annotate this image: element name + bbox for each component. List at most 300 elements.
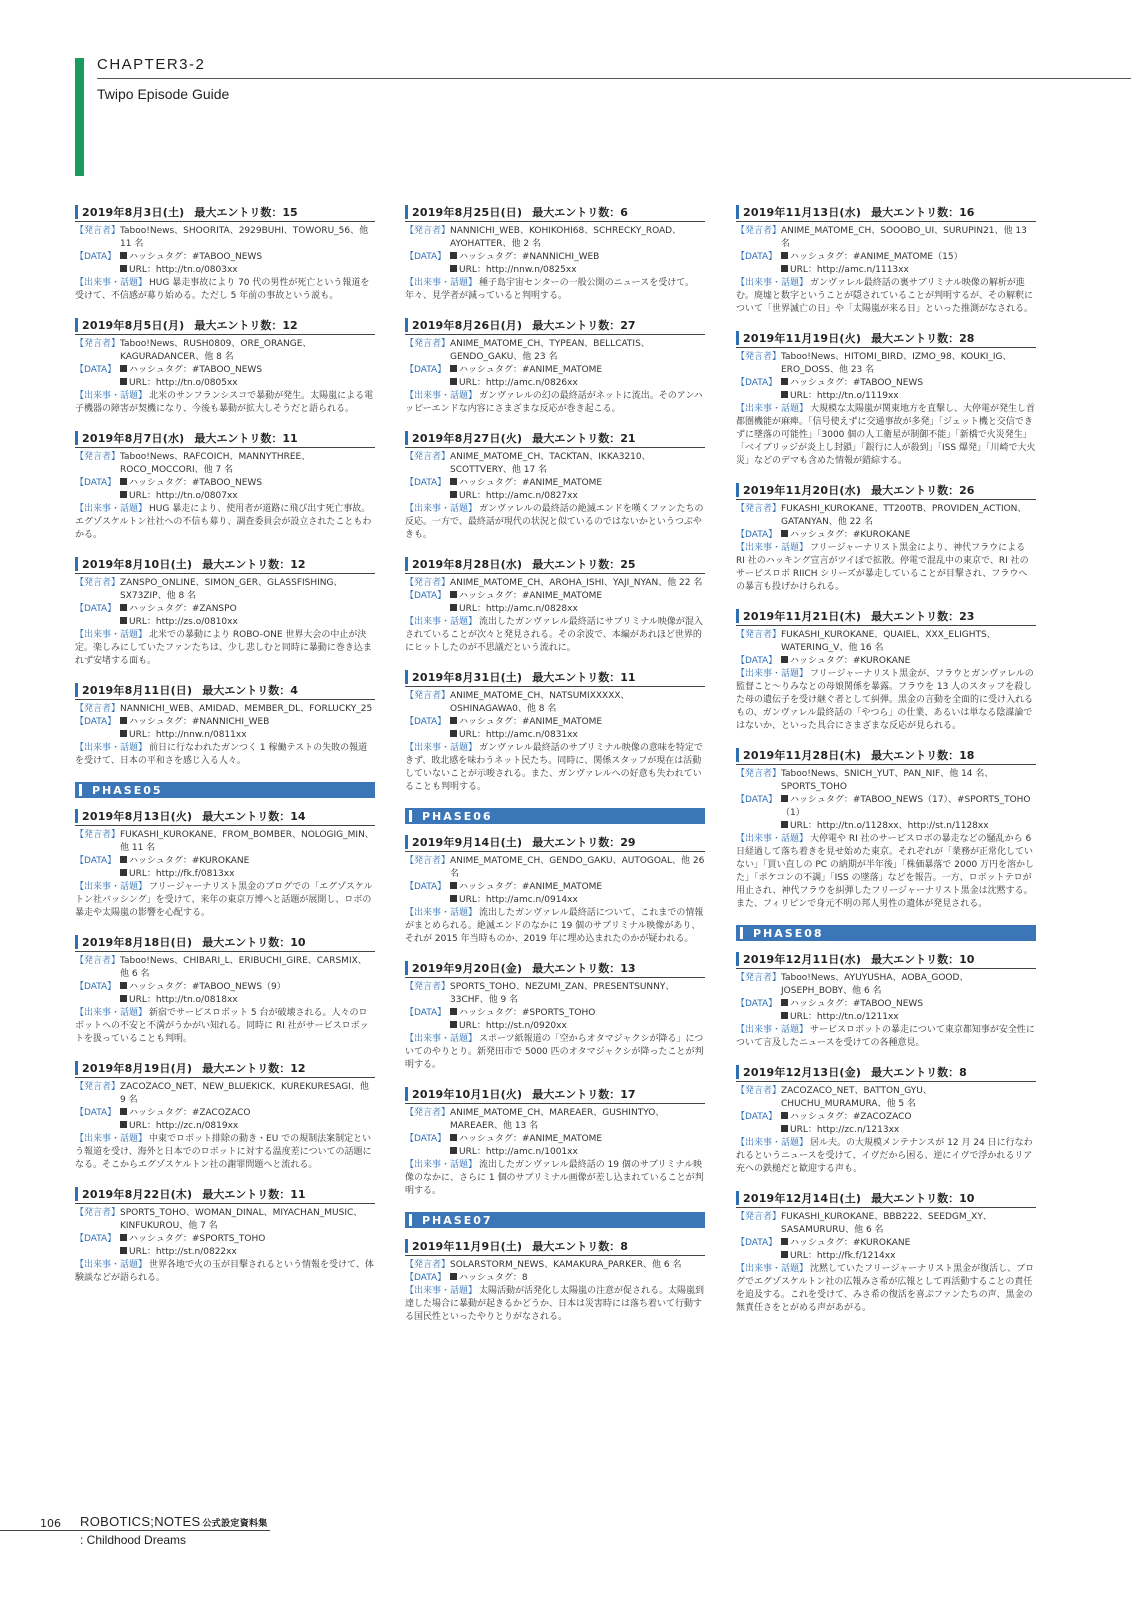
entry-max-count: 最大エントリ数：25 bbox=[532, 558, 636, 571]
bullet-square-icon bbox=[120, 869, 127, 876]
bullet-square-icon bbox=[120, 252, 127, 259]
url-prefix: URL： bbox=[129, 378, 156, 388]
url-value: http://amc.n/1001xx bbox=[485, 1147, 578, 1157]
poster-label: 【発言者】 bbox=[736, 226, 782, 236]
hashtag-line bbox=[781, 655, 1036, 668]
hashtag-value: #KUROKANE bbox=[852, 1238, 911, 1248]
url-value: http://amc.n/0914xx bbox=[485, 895, 578, 905]
url-line bbox=[781, 390, 1036, 403]
poster-row bbox=[736, 1211, 1036, 1237]
poster-row bbox=[75, 1207, 375, 1233]
url-value: http://amc.n/0828xx bbox=[485, 604, 578, 614]
url-prefix: URL： bbox=[129, 869, 156, 879]
poster-row bbox=[405, 338, 705, 364]
url-line bbox=[120, 994, 375, 1007]
url-prefix: URL： bbox=[459, 491, 486, 501]
url-line bbox=[781, 264, 1036, 277]
poster-label: 【発言者】 bbox=[405, 578, 451, 588]
poster-list: Taboo!News、RAFCOICH、MANNYTHREE、ROCO_MOCCORI、他 7 名 bbox=[120, 452, 311, 475]
data-row bbox=[405, 364, 705, 377]
url-value: http://zc.n/1213xx bbox=[816, 1125, 900, 1135]
data-label: 【DATA】 bbox=[75, 982, 117, 992]
event-text bbox=[405, 742, 705, 794]
event-label: 【出来事・話題】 bbox=[405, 908, 478, 918]
hashtag-value: #TABOO_NEWS bbox=[852, 999, 924, 1009]
url-prefix: URL： bbox=[459, 1147, 486, 1157]
entry-date: 2019年8月25日(日) bbox=[412, 206, 523, 219]
poster-label: 【発言者】 bbox=[75, 830, 121, 840]
event-body: フリージャーナリスト黒金のブログでの「エグゾスケルトン社バッシング」を受けて、来年の東京万博へと話題が展開し、ロボの暴走や太陽嵐の影響を心配する。 bbox=[75, 882, 373, 918]
phase-banner bbox=[75, 782, 375, 798]
url-value: http://tn.o/1211xx bbox=[816, 1012, 899, 1022]
url-row bbox=[736, 1011, 1036, 1024]
url-row bbox=[75, 264, 375, 277]
data-row bbox=[405, 1133, 705, 1146]
event-body: ガンヴァレルの最終話の絶滅エンドを嘆くファンたちの反応。一方で、最終話が現代の状況と似ているのではないかというつぶやきも。 bbox=[405, 504, 704, 540]
data-row bbox=[405, 477, 705, 490]
hashtag-prefix: ハッシュタグ： bbox=[129, 478, 192, 488]
data-row bbox=[736, 655, 1036, 668]
url-value: http://amc.n/0831xx bbox=[485, 730, 578, 740]
entry-tick bbox=[75, 557, 78, 571]
poster-label: 【発言者】 bbox=[75, 226, 121, 236]
event-label: 【出来事・話題】 bbox=[405, 743, 478, 753]
hashtag-line bbox=[450, 1133, 705, 1146]
poster-row bbox=[75, 955, 375, 981]
hashtag-prefix: ハッシュタグ： bbox=[459, 478, 522, 488]
poster-row bbox=[405, 690, 705, 716]
hashtag-value: #TABOO_NEWS bbox=[191, 478, 263, 488]
url-row bbox=[75, 377, 375, 390]
entry-tick bbox=[405, 835, 408, 849]
url-value: http://tn.o/0807xx bbox=[155, 491, 238, 501]
url-value: http://amc.n/0826xx bbox=[485, 378, 578, 388]
url-line bbox=[450, 1020, 705, 1033]
url-prefix: URL： bbox=[790, 1251, 817, 1261]
event-label: 【出来事・話題】 bbox=[75, 743, 148, 753]
event-label: 【出来事・話題】 bbox=[736, 1264, 809, 1274]
url-prefix: URL： bbox=[459, 1021, 486, 1031]
hashtag-value: #TABOO_NEWS bbox=[191, 365, 263, 375]
episode-entry bbox=[405, 1238, 705, 1324]
episode-entry bbox=[75, 682, 375, 768]
poster-row bbox=[75, 1081, 375, 1107]
entry-max-count: 最大エントリ数：8 bbox=[871, 1066, 967, 1079]
hashtag-prefix: ハッシュタグ： bbox=[129, 1234, 192, 1244]
url-row bbox=[405, 729, 705, 742]
hashtag-line bbox=[450, 1272, 705, 1285]
event-body: ガンヴァレルの幻の最終話がネットに流出。そのアンハッピーエンドな内容にさまざまな反応が巻き起こる。 bbox=[405, 391, 703, 414]
episode-entry bbox=[736, 951, 1036, 1050]
entry-max-count: 最大エントリ数：16 bbox=[871, 206, 975, 219]
bullet-square-icon bbox=[120, 1108, 127, 1115]
entry-date: 2019年11月21日(木) bbox=[743, 610, 862, 623]
hashtag-prefix: ハッシュタグ： bbox=[459, 252, 522, 262]
episode-entry bbox=[75, 556, 375, 668]
url-row bbox=[736, 1124, 1036, 1137]
hashtag-value: #NANNICHI_WEB bbox=[191, 717, 270, 727]
poster-label: 【発言者】 bbox=[75, 1208, 121, 1218]
entry-tick bbox=[736, 331, 739, 345]
entry-tick bbox=[75, 205, 78, 219]
entry-tick bbox=[405, 1239, 408, 1253]
event-body: 前日に行なわれたガンつく 1 稼働テストの失敗の報道を受けて、日本の平和さを感じ入る人々。 bbox=[75, 743, 368, 766]
event-body: 世界各地で火の玉が目撃されるという情報を受けて、体験談などが語られる。 bbox=[75, 1260, 374, 1283]
bullet-square-icon bbox=[120, 478, 127, 485]
entry-max-count: 最大エントリ数：26 bbox=[871, 484, 975, 497]
bullet-square-icon bbox=[450, 882, 457, 889]
event-body: 沈黙していたフリージャーナリスト黒金が復活し、ブログでエグゾスケルトン社の広報みさ希が広報として再活動することの責任を追及する。これを受けて、みさ希の復活を喜ぶファンたちの声、黒金の無責任さをとがめる声があがる。 bbox=[736, 1264, 1035, 1313]
poster-label: 【発言者】 bbox=[405, 1108, 451, 1118]
entry-header bbox=[405, 1086, 705, 1104]
bullet-square-icon bbox=[120, 1234, 127, 1241]
hashtag-prefix: ハッシュタグ： bbox=[790, 795, 853, 805]
bullet-square-icon bbox=[781, 999, 788, 1006]
bullet-square-icon bbox=[120, 604, 127, 611]
event-text bbox=[405, 390, 705, 416]
hashtag-line bbox=[120, 981, 375, 994]
entry-tick bbox=[405, 431, 408, 445]
url-prefix: URL： bbox=[790, 1125, 817, 1135]
entry-date: 2019年8月10日(土) bbox=[82, 558, 193, 571]
url-line bbox=[120, 377, 375, 390]
episode-entry bbox=[75, 808, 375, 920]
data-label: 【DATA】 bbox=[405, 882, 447, 892]
event-text bbox=[405, 907, 705, 946]
hashtag-line bbox=[120, 855, 375, 868]
url-line bbox=[120, 868, 375, 881]
url-prefix: URL： bbox=[129, 1247, 156, 1257]
url-value: http://nnw.n/0811xx bbox=[155, 730, 247, 740]
bullet-square-icon bbox=[450, 895, 457, 902]
hashtag-value: #ANIME_MATOME（15） bbox=[852, 252, 963, 262]
poster-row bbox=[405, 451, 705, 477]
hashtag-line bbox=[781, 1111, 1036, 1124]
bullet-square-icon bbox=[450, 591, 457, 598]
data-label: 【DATA】 bbox=[405, 717, 447, 727]
phase-banner bbox=[736, 925, 1036, 941]
hashtag-prefix: ハッシュタグ： bbox=[790, 999, 853, 1009]
hashtag-line bbox=[781, 529, 1036, 542]
hashtag-prefix: ハッシュタグ： bbox=[459, 882, 522, 892]
url-row bbox=[75, 868, 375, 881]
url-prefix: URL： bbox=[129, 491, 156, 501]
poster-label: 【発言者】 bbox=[736, 769, 782, 779]
book-subtitle: : Childhood Dreams bbox=[80, 1533, 187, 1547]
bullet-square-icon bbox=[120, 617, 127, 624]
event-body: HUG 暴走事故により 70 代の男性が死亡という報道を受けて、不信感が募り始める。ただし 5 年前の事故という説も。 bbox=[75, 278, 370, 301]
data-row bbox=[75, 855, 375, 868]
hashtag-line bbox=[120, 603, 375, 616]
hashtag-line bbox=[450, 1007, 705, 1020]
bullet-square-icon bbox=[781, 656, 788, 663]
hashtag-prefix: ハッシュタグ： bbox=[459, 1008, 522, 1018]
data-row bbox=[405, 881, 705, 894]
entry-max-count: 最大エントリ数：17 bbox=[532, 1088, 636, 1101]
event-body: サービスロボットの暴走について東京都知事が安全性について言及したニュースを受けての各種意見。 bbox=[736, 1025, 1035, 1048]
bullet-square-icon bbox=[781, 378, 788, 385]
entry-tick bbox=[736, 748, 739, 762]
entry-header bbox=[405, 1238, 705, 1256]
hashtag-line bbox=[781, 377, 1036, 390]
url-value: http://fk.f/0813xx bbox=[155, 869, 235, 879]
entry-max-count: 最大エントリ数：10 bbox=[871, 1192, 975, 1205]
entry-date: 2019年9月14日(土) bbox=[412, 836, 523, 849]
episode-entry bbox=[75, 430, 375, 542]
hashtag-value: 8 bbox=[521, 1273, 528, 1283]
episode-entry bbox=[736, 1190, 1036, 1315]
hashtag-value: #ANIME_MATOME bbox=[521, 591, 603, 601]
data-label: 【DATA】 bbox=[736, 795, 778, 805]
url-value: http://amc.n/1113xx bbox=[816, 265, 909, 275]
url-value: http://st.n/0822xx bbox=[155, 1247, 237, 1257]
episode-entry bbox=[405, 960, 705, 1072]
bullet-square-icon bbox=[450, 1134, 457, 1141]
poster-list: NANNICHI_WEB、AMIDAD、MEMBER_DL、FORLUCKY_25 bbox=[120, 704, 373, 714]
event-body: 大規模な太陽嵐が関東地方を直撃し、大停電が発生し首都圏機能が麻痺。「信号使えずに交通事故が多発」「ジェット機と交信できずに墜落の可能性」「3000 個の人工衛星が制御不能」「新橋で火災発生」「ベイブリッジが炎上し封鎖」「銀行に人が殺到」「ISS 爆発」「川崎で大火災」などのデマも含めた情報が錯綜する。 bbox=[736, 404, 1036, 466]
hashtag-line bbox=[450, 716, 705, 729]
entry-header bbox=[75, 430, 375, 448]
entry-header bbox=[736, 330, 1036, 348]
event-label: 【出来事・話題】 bbox=[405, 391, 478, 401]
episode-entry bbox=[736, 204, 1036, 316]
poster-row bbox=[75, 451, 375, 477]
bullet-square-icon bbox=[450, 378, 457, 385]
episode-entry bbox=[405, 669, 705, 794]
phase-tick bbox=[409, 810, 412, 822]
hashtag-prefix: ハッシュタグ： bbox=[129, 604, 192, 614]
hashtag-value: #SPORTS_TOHO bbox=[191, 1234, 266, 1244]
bullet-square-icon bbox=[781, 1251, 788, 1258]
bullet-square-icon bbox=[450, 717, 457, 724]
hashtag-prefix: ハッシュタグ： bbox=[459, 591, 522, 601]
bullet-square-icon bbox=[450, 1273, 457, 1280]
poster-label: 【発言者】 bbox=[75, 704, 121, 714]
data-label: 【DATA】 bbox=[405, 1134, 447, 1144]
entry-tick bbox=[405, 670, 408, 684]
poster-row bbox=[736, 225, 1036, 251]
poster-list: FUKASHI_KUROKANE、BBB222、SEEDGM_XY、SASAMURURU、他 6 名 bbox=[781, 1212, 992, 1235]
poster-list: ANIME_MATOME_CH、AROHA_ISHI、YAJI_NYAN、他 22 名 bbox=[450, 578, 703, 588]
data-row bbox=[736, 1237, 1036, 1250]
event-body: 種子島宇宙センターの一般公開のニュースを受けて。年々、見学者が減っていると判明する。 bbox=[405, 278, 695, 301]
book-title-main: ROBOTICS;NOTES bbox=[80, 1514, 201, 1529]
event-text bbox=[736, 668, 1036, 733]
entry-max-count: 最大エントリ数：4 bbox=[202, 684, 298, 697]
url-line bbox=[120, 264, 375, 277]
url-row bbox=[405, 603, 705, 616]
hashtag-value: #TABOO_NEWS（9） bbox=[191, 982, 286, 992]
episode-entry bbox=[736, 482, 1036, 594]
page-number: 106 bbox=[40, 1517, 61, 1530]
entry-max-count: 最大エントリ数：28 bbox=[871, 332, 975, 345]
poster-row bbox=[736, 1085, 1036, 1111]
data-label: 【DATA】 bbox=[75, 1108, 117, 1118]
bullet-square-icon bbox=[450, 1021, 457, 1028]
entry-max-count: 最大エントリ数：15 bbox=[194, 206, 298, 219]
bullet-square-icon bbox=[120, 378, 127, 385]
episode-entry bbox=[405, 834, 705, 946]
poster-label: 【発言者】 bbox=[736, 973, 782, 983]
event-label: 【出来事・話題】 bbox=[75, 278, 148, 288]
bullet-square-icon bbox=[120, 365, 127, 372]
entry-header bbox=[75, 808, 375, 826]
bullet-square-icon bbox=[450, 491, 457, 498]
phase-banner bbox=[405, 808, 705, 824]
event-text bbox=[405, 277, 705, 303]
event-text bbox=[75, 742, 375, 768]
url-value: http://tn.o/1128xx、http://st.n/1128xx bbox=[816, 821, 989, 831]
hashtag-prefix: ハッシュタグ： bbox=[459, 717, 522, 727]
url-line bbox=[120, 1120, 375, 1133]
entry-date: 2019年8月13日(火) bbox=[82, 810, 193, 823]
bullet-square-icon bbox=[781, 795, 788, 802]
entry-date: 2019年11月20日(水) bbox=[743, 484, 862, 497]
url-line bbox=[450, 603, 705, 616]
bullet-square-icon bbox=[120, 730, 127, 737]
data-label: 【DATA】 bbox=[736, 378, 778, 388]
event-text bbox=[75, 503, 375, 542]
entry-tick bbox=[75, 431, 78, 445]
bullet-square-icon bbox=[450, 365, 457, 372]
url-row bbox=[75, 1246, 375, 1259]
poster-label: 【発言者】 bbox=[405, 339, 451, 349]
episode-entry bbox=[75, 317, 375, 416]
data-row bbox=[736, 377, 1036, 390]
event-text bbox=[736, 1137, 1036, 1176]
entry-max-count: 最大エントリ数：11 bbox=[202, 1188, 306, 1201]
entry-max-count: 最大エントリ数：14 bbox=[202, 810, 306, 823]
poster-list: ANIME_MATOME_CH、TACKTAN、IKKA3210、SCOTTVERY、他 17 名 bbox=[450, 452, 651, 475]
url-prefix: URL： bbox=[790, 1012, 817, 1022]
bullet-square-icon bbox=[450, 1147, 457, 1154]
url-row bbox=[405, 1146, 705, 1159]
episode-entry bbox=[736, 608, 1036, 733]
data-row bbox=[75, 981, 375, 994]
poster-label: 【発言者】 bbox=[736, 352, 782, 362]
event-text bbox=[75, 881, 375, 920]
hashtag-value: #KUROKANE bbox=[852, 656, 911, 666]
event-text bbox=[736, 403, 1036, 468]
bullet-square-icon bbox=[120, 1121, 127, 1128]
hashtag-prefix: ハッシュタグ： bbox=[790, 1112, 853, 1122]
entry-date: 2019年11月13日(水) bbox=[743, 206, 862, 219]
hashtag-prefix: ハッシュタグ： bbox=[790, 378, 853, 388]
url-value: http://tn.o/0803xx bbox=[155, 265, 238, 275]
poster-list: Taboo!News、HITOMI_BIRD、IZMO_98、KOUKI_IG、ERO_DOSS、他 23 名 bbox=[781, 352, 1012, 375]
event-body: 新宿でサービスロボット 5 台が破壊される。人々のロボットへの不安と不満がうかがい知れる。同時に RI 社がサービスロボットを扱っていることも判明。 bbox=[75, 1008, 369, 1044]
entry-max-count: 最大エントリ数：27 bbox=[532, 319, 636, 332]
data-label: 【DATA】 bbox=[75, 604, 117, 614]
event-text bbox=[405, 1285, 705, 1324]
event-label: 【出来事・話題】 bbox=[75, 1008, 148, 1018]
entry-tick bbox=[405, 318, 408, 332]
entry-header bbox=[75, 1186, 375, 1204]
event-label: 【出来事・話題】 bbox=[75, 1260, 148, 1270]
poster-list: NANNICHI_WEB、KOHIKOHI68、SCHRECKY_ROAD、AYOHATTER、他 2 名 bbox=[450, 226, 682, 249]
poster-row bbox=[405, 1259, 705, 1272]
url-value: http://fk.f/1214xx bbox=[816, 1251, 896, 1261]
poster-list: Taboo!News、AYUYUSHA、AOBA_GOOD、JOSEPH_BOBY、他 6 名 bbox=[781, 973, 969, 996]
entry-max-count: 最大エントリ数：8 bbox=[532, 1240, 628, 1253]
data-row bbox=[736, 1111, 1036, 1124]
data-row bbox=[75, 716, 375, 729]
poster-label: 【発言者】 bbox=[405, 856, 451, 866]
entry-date: 2019年8月26日(月) bbox=[412, 319, 523, 332]
bullet-square-icon bbox=[450, 265, 457, 272]
data-row bbox=[75, 477, 375, 490]
url-line bbox=[450, 377, 705, 390]
url-line bbox=[450, 264, 705, 277]
poster-label: 【発言者】 bbox=[405, 226, 451, 236]
event-label: 【出来事・話題】 bbox=[405, 1160, 478, 1170]
phase-label: PHASE05 bbox=[92, 783, 163, 797]
bullet-square-icon bbox=[781, 821, 788, 828]
entry-max-count: 最大エントリ数：29 bbox=[532, 836, 636, 849]
bullet-square-icon bbox=[120, 1247, 127, 1254]
entry-header bbox=[75, 556, 375, 574]
hashtag-value: #ANIME_MATOME bbox=[521, 478, 603, 488]
hashtag-value: #ZANSPO bbox=[191, 604, 237, 614]
event-body: 流出したガンヴァレル最終話の 19 個のサブリミナル映像のなかに、さらに 1 個のサブリミナル画像が差し込まれていることが判明する。 bbox=[405, 1160, 704, 1196]
chapter-accent-bar bbox=[75, 58, 84, 176]
url-value: http://amc.n/0827xx bbox=[485, 491, 578, 501]
url-row bbox=[75, 729, 375, 742]
event-text bbox=[75, 1007, 375, 1046]
poster-list: ANIME_MATOME_CH、TYPEAN、BELLCATIS、GENDO_GAKU、他 23 名 bbox=[450, 339, 650, 362]
entry-date: 2019年10月1日(火) bbox=[412, 1088, 523, 1101]
event-label: 【出来事・話題】 bbox=[736, 1025, 809, 1035]
url-value: http://st.n/0920xx bbox=[485, 1021, 567, 1031]
entry-max-count: 最大エントリ数：13 bbox=[532, 962, 636, 975]
entry-header bbox=[736, 747, 1036, 765]
url-row bbox=[405, 1020, 705, 1033]
poster-list: FUKASHI_KUROKANE、QUAIEL、XXX_ELIGHTS、WATERING_V、他 16 名 bbox=[781, 630, 996, 653]
poster-row bbox=[736, 351, 1036, 377]
hashtag-line bbox=[781, 1237, 1036, 1250]
data-label: 【DATA】 bbox=[405, 478, 447, 488]
bullet-square-icon bbox=[781, 1125, 788, 1132]
entry-max-count: 最大エントリ数：11 bbox=[194, 432, 298, 445]
hashtag-line bbox=[450, 881, 705, 894]
url-line bbox=[781, 1124, 1036, 1137]
hashtag-prefix: ハッシュタグ： bbox=[790, 656, 853, 666]
entry-tick bbox=[405, 205, 408, 219]
hashtag-prefix: ハッシュタグ： bbox=[129, 982, 192, 992]
hashtag-value: #ANIME_MATOME bbox=[521, 717, 603, 727]
poster-list: ANIME_MATOME_CH、GENDO_GAKU、AUTOGOAL、他 26 名 bbox=[450, 856, 705, 879]
event-label: 【出来事・話題】 bbox=[75, 882, 148, 892]
entry-header bbox=[736, 1064, 1036, 1082]
poster-label: 【発言者】 bbox=[736, 1086, 782, 1096]
event-text bbox=[405, 1033, 705, 1072]
entry-tick bbox=[75, 683, 78, 697]
poster-label: 【発言者】 bbox=[405, 691, 451, 701]
entry-date: 2019年8月19日(月) bbox=[82, 1062, 193, 1075]
url-line bbox=[450, 490, 705, 503]
poster-row bbox=[736, 972, 1036, 998]
entry-tick bbox=[75, 318, 78, 332]
entry-tick bbox=[75, 1187, 78, 1201]
hashtag-value: #KUROKANE bbox=[191, 856, 250, 866]
entry-max-count: 最大エントリ数：12 bbox=[202, 558, 306, 571]
url-row bbox=[405, 894, 705, 907]
event-body: ガンヴァレル最終話のサブリミナル映像の意味を特定できず、敗北感を味わうネット民たち。同時に、関係スタッフが現在は活動していないことが示唆される。また、ガンヴァレルへの好意も失われていることも判明する。 bbox=[405, 743, 703, 792]
event-text bbox=[405, 616, 705, 655]
poster-row bbox=[405, 577, 705, 590]
episode-entry bbox=[405, 1086, 705, 1198]
event-label: 【出来事・話題】 bbox=[736, 669, 809, 679]
